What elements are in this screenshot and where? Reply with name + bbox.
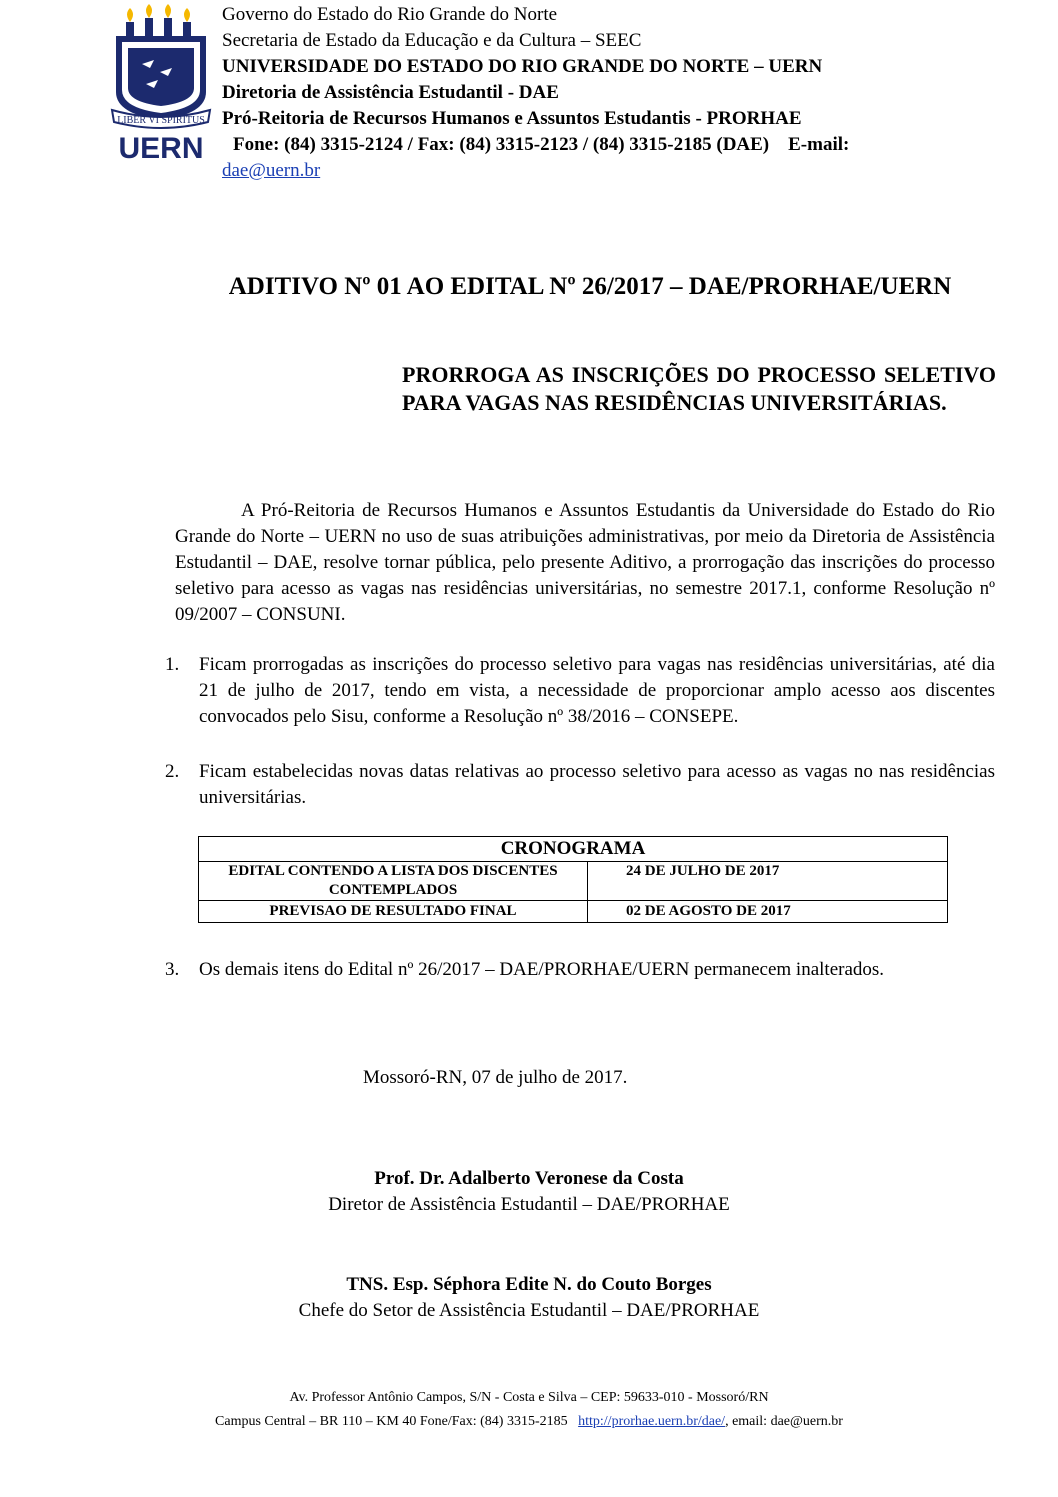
schedule-heading: CRONOGRAMA: [199, 837, 948, 862]
header-line-government: Governo do Estado do Rio Grande do Norte: [222, 4, 558, 25]
item-text: Ficam prorrogadas as inscrições do processo seletivo para vagas nas residências universitárias, até dia 21 de julho de 2017, tendo em vista, a necessidade de proporcionar amplo acesso aos discentes convocados pelo Sisu, conforme a Resolução nº 38/2016 – CONSEPE.: [199, 654, 995, 727]
footer-contacts: [0, 1412, 1058, 1432]
item-number: 1.: [165, 654, 180, 675]
header-line-contacts: Fone: (84) 3315-2124 / Fax: (84) 3315-2123 / (84) 3315-2185 (DAE) E-mail:: [233, 134, 850, 155]
uern-logo: [108, 2, 214, 160]
table-row: [199, 862, 948, 901]
schedule-event-cell: EDITAL CONTENDO A LISTA DOS DISCENTES CONTEMPLADOS: [199, 862, 588, 901]
signature-name: TNS. Esp. Séphora Edite N. do Couto Borges: [346, 1274, 712, 1295]
schedule-date-cell: 02 DE AGOSTO DE 2017: [588, 901, 948, 923]
schedule-header-row: [199, 837, 948, 862]
item-text: Ficam estabelecidas novas datas relativas ao processo seletivo para acesso as vagas no nas residências universitárias.: [199, 761, 995, 808]
header-email-link[interactable]: dae@uern.br: [222, 160, 321, 181]
uern-crest-icon: [108, 2, 214, 160]
header-line-secretariat: Secretaria de Estado da Educação e da Cultura – SEEC: [222, 30, 642, 51]
footer-address: Av. Professor Antônio Campos, S/N - Costa e Silva – CEP: 59633-010 - Mossoró/RN: [289, 1390, 769, 1405]
header-line-university: UNIVERSIDADE DO ESTADO DO RIO GRANDE DO NORTE – UERN: [222, 56, 823, 77]
item-text: Os demais itens do Edital nº 26/2017 – DAE/PRORHAE/UERN permanecem inalterados.: [199, 959, 885, 980]
svg-text:UERN: UERN: [118, 132, 204, 160]
header-line-pro-rectory: Pró-Reitoria de Recursos Humanos e Assuntos Estudantis - PRORHAE: [222, 108, 802, 129]
signature-role: Diretor de Assistência Estudantil – DAE/PRORHAE: [328, 1194, 730, 1215]
signature-name: Prof. Dr. Adalberto Veronese da Costa: [374, 1168, 684, 1189]
schedule-date-cell: 24 DE JULHO DE 2017: [588, 862, 948, 901]
intro-paragraph: A Pró-Reitoria de Recursos Humanos e Assuntos Estudantis da Universidade do Estado do Rio Grande do Norte – UERN no uso de suas atribuições administrativas, por meio da Diretoria de Assistência Estudantil – DAE, resolve tornar pública, pelo presente Aditivo, a prorrogação das inscrições do processo seletivo para acesso as vagas nas residências universitárias, no semestre 2017.1, conforme Resolução nº 09/2007 – CONSUNI.: [175, 500, 995, 625]
place-date: Mossoró-RN, 07 de julho de 2017.: [363, 1067, 628, 1088]
signature-role: Chefe do Setor de Assistência Estudantil – DAE/PRORHAE: [298, 1300, 760, 1321]
item-number: 3.: [165, 959, 180, 980]
svg-text:LIBER VI SPIRITUS: LIBER VI SPIRITUS: [117, 115, 205, 126]
document-subtitle: PRORROGA AS INSCRIÇÕES DO PROCESSO SELETIVO PARA VAGAS NAS RESIDÊNCIAS UNIVERSITÁRIAS.: [402, 362, 996, 415]
footer-url-link[interactable]: http://prorhae.uern.br/dae/: [578, 1414, 726, 1429]
footer-email: , email: dae@uern.br: [725, 1414, 843, 1429]
footer-campus-phone: Campus Central – BR 110 – KM 40 Fone/Fax: (84) 3315-2185: [215, 1414, 568, 1429]
schedule-table: [198, 836, 948, 923]
document-title: ADITIVO Nº 01 AO EDITAL Nº 26/2017 – DAE/PRORHAE/UERN: [228, 273, 952, 300]
schedule-event-cell: PREVISAO DE RESULTADO FINAL: [199, 901, 588, 923]
table-row: [199, 901, 948, 923]
header-line-directorate: Diretoria de Assistência Estudantil - DAE: [222, 82, 559, 103]
item-number: 2.: [165, 761, 180, 782]
